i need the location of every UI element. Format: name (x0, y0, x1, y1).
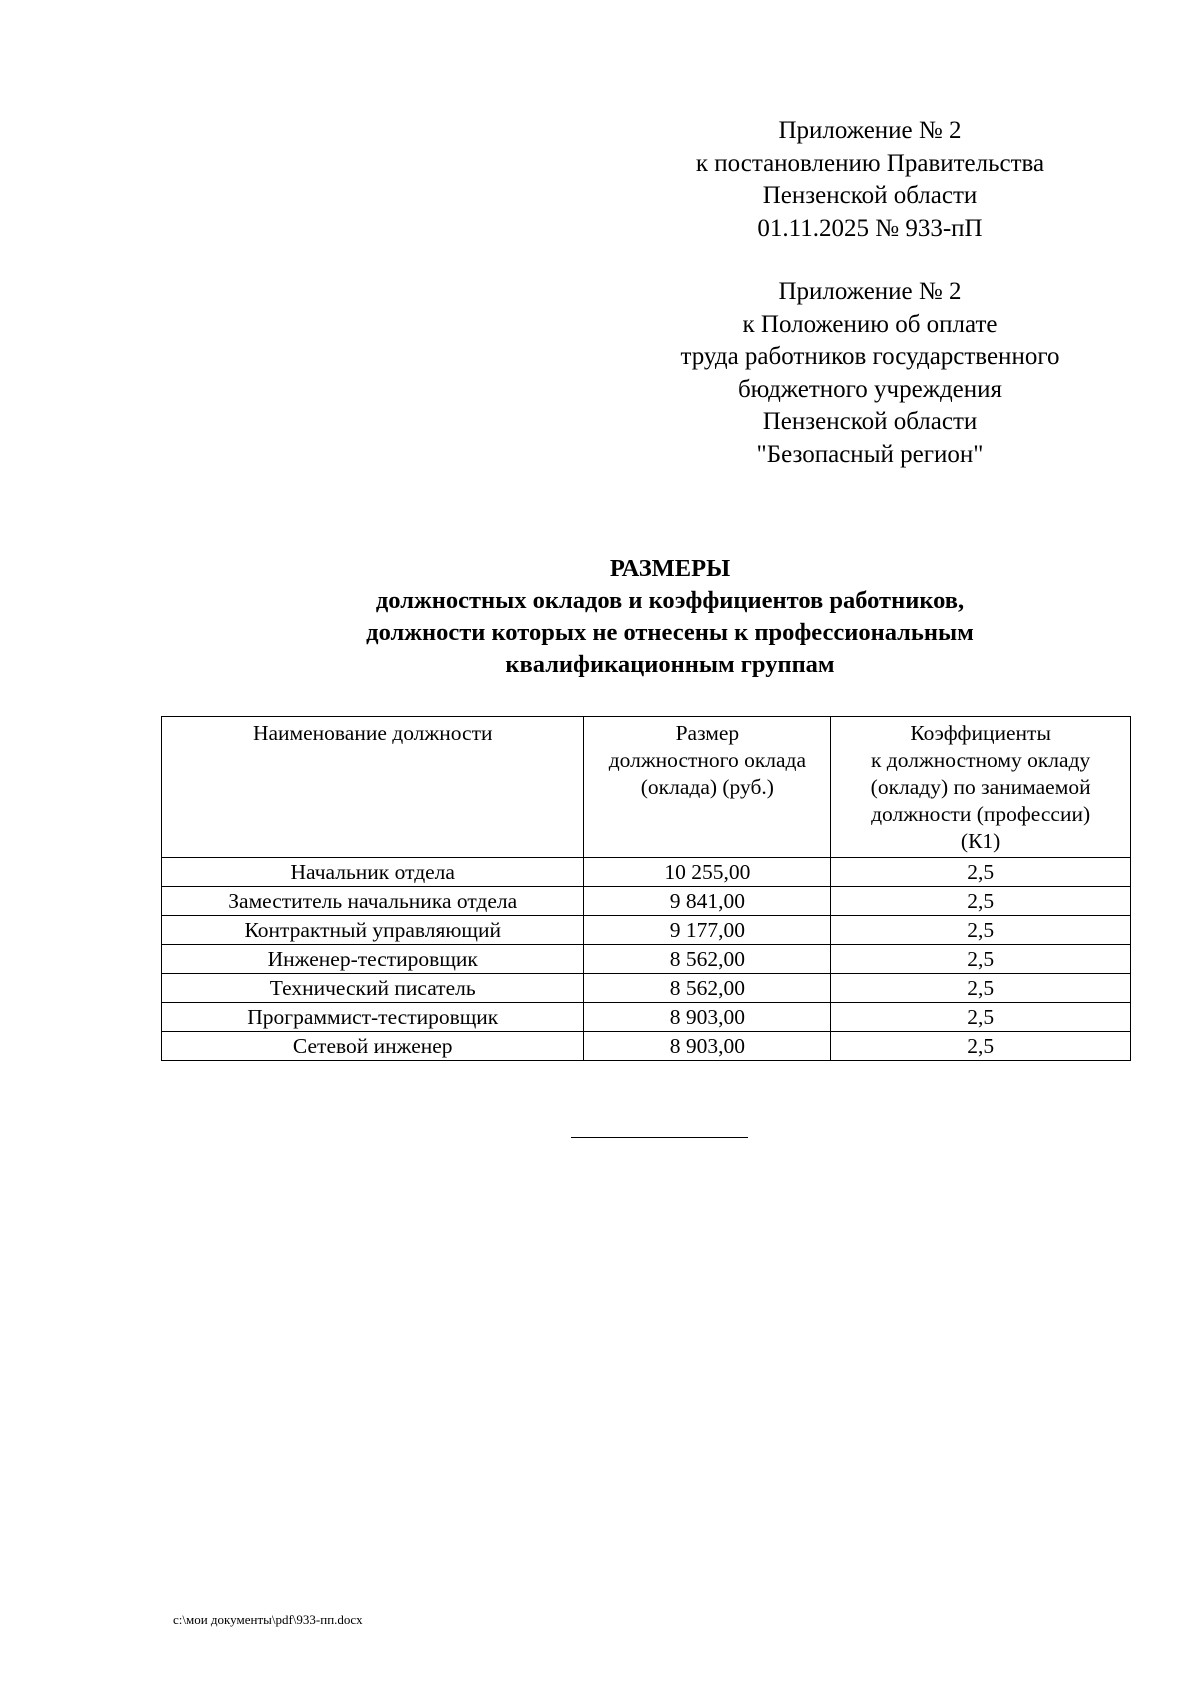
position-cell: Начальник отдела (162, 858, 584, 887)
table-row (162, 887, 1131, 916)
institution-name: "Безопасный регион" (756, 440, 984, 468)
salary-cell: 8 562,00 (584, 945, 831, 974)
title-heading: РАЗМЕРЫ (609, 555, 731, 582)
header-line: Коэффициенты (910, 721, 1051, 745)
appendix-reference: бюджетного учреждения (737, 375, 1003, 403)
column-header-position (162, 717, 584, 858)
table-row (162, 1032, 1131, 1061)
column-header-salary (584, 717, 831, 858)
position-cell: Инженер-тестировщик (162, 945, 584, 974)
position-cell: Программист-тестировщик (162, 1003, 584, 1032)
table-row (162, 945, 1131, 974)
header-line: Размер (675, 721, 740, 745)
coefficient-cell: 2,5 (831, 916, 1131, 945)
table-row (162, 858, 1131, 887)
column-header-coefficient (831, 717, 1131, 858)
regulation-appendix (640, 276, 1100, 471)
government-resolution-appendix (640, 115, 1100, 245)
appendix-region: Пензенской области (762, 408, 978, 435)
appendix-reference: к постановлению Правительства (695, 149, 1045, 177)
position-cell: Сетевой инженер (162, 1032, 584, 1061)
coefficient-cell: 2,5 (831, 945, 1131, 974)
salary-cell: 8 903,00 (584, 1032, 831, 1061)
document-title (150, 553, 1190, 681)
table-row (162, 974, 1131, 1003)
end-of-document-divider (571, 1137, 748, 1138)
appendix-region: Пензенской области (762, 182, 978, 209)
position-cell: Контрактный управляющий (162, 916, 584, 945)
salary-cell: 8 562,00 (584, 974, 831, 1003)
footer-file-path: c:\мои документы\pdf\933-пп.docx (173, 1612, 363, 1627)
coefficient-cell: 2,5 (831, 974, 1131, 1003)
coefficient-cell: 2,5 (831, 1032, 1131, 1061)
table-row (162, 1003, 1131, 1032)
table-header-row (162, 717, 1131, 858)
header-line: должностного оклада (608, 748, 807, 772)
title-subheading: должности которых не отнесены к профессиональным (366, 619, 974, 646)
appendix-number: Приложение № 2 (778, 278, 962, 305)
header-line: к должностному окладу (870, 748, 1091, 772)
salary-cell: 9 841,00 (584, 887, 831, 916)
salary-table (161, 716, 1131, 1061)
salary-cell: 8 903,00 (584, 1003, 831, 1032)
coefficient-cell: 2,5 (831, 1003, 1131, 1032)
appendix-reference: к Положению об оплате (742, 310, 998, 338)
coefficient-cell: 2,5 (831, 858, 1131, 887)
appendix-reference: труда работников государственного (680, 343, 1060, 370)
position-cell: Заместитель начальника отдела (162, 887, 584, 916)
salary-cell: 9 177,00 (584, 916, 831, 945)
coefficient-cell: 2,5 (831, 887, 1131, 916)
title-subheading: квалификационным группам (505, 651, 835, 678)
header-line: (К1) (960, 829, 1001, 853)
title-subheading: должностных окладов и коэффициентов работников, (375, 587, 965, 614)
header-line: (окладу) по занимаемой (870, 775, 1091, 799)
position-cell: Технический писатель (162, 974, 584, 1003)
header-line: должности (профессии) (871, 802, 1091, 826)
header-line: Наименование должности (252, 721, 493, 745)
salary-cell: 10 255,00 (584, 858, 831, 887)
table-row (162, 916, 1131, 945)
resolution-date-number: 01.11.2025 № 933-пП (757, 214, 983, 242)
header-line: (оклада) (руб.) (640, 775, 774, 799)
appendix-number: Приложение № 2 (778, 117, 962, 144)
